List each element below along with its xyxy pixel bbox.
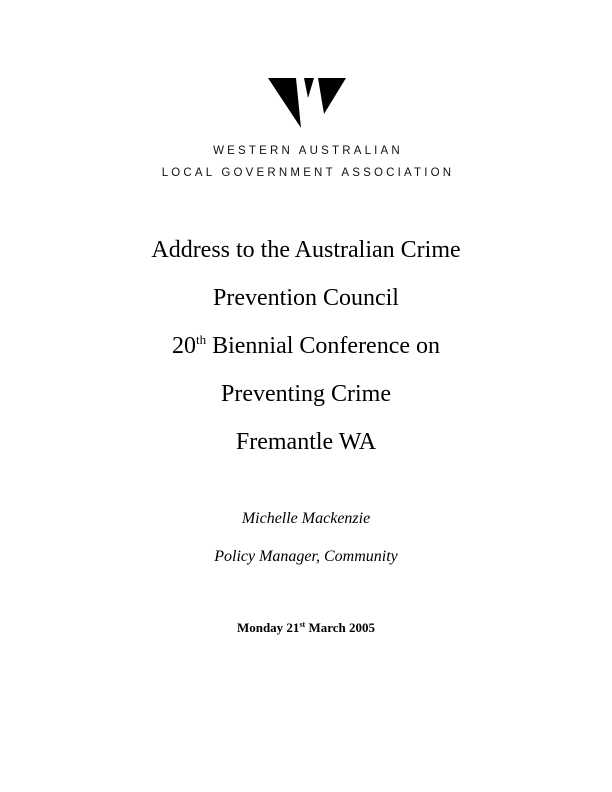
author-position: Policy Manager, Community bbox=[214, 548, 398, 565]
title-line-3 bbox=[0, 332, 612, 360]
date-ordinal: st bbox=[299, 620, 306, 629]
organisation-name-line-2: LOCAL GOVERNMENT ASSOCIATION bbox=[161, 167, 455, 179]
title-line-4: Preventing Crime bbox=[221, 381, 391, 407]
presentation-date bbox=[0, 620, 612, 636]
title-line-2: Prevention Council bbox=[213, 285, 399, 311]
title-line-5: Fremantle WA bbox=[235, 429, 377, 455]
author-name: Michelle Mackenzie bbox=[241, 510, 371, 527]
title-line-3-text: Biennial Conference on bbox=[206, 333, 441, 359]
walga-logo-icon bbox=[268, 76, 346, 128]
title-line-3-ordinal: th bbox=[195, 332, 207, 347]
date-month-year: March 2005 bbox=[305, 620, 376, 635]
title-line-3-number: 20 bbox=[171, 333, 196, 359]
title-line-1: Address to the Australian Crime bbox=[151, 237, 461, 263]
organisation-name-line-1: WESTERN AUSTRALIAN bbox=[213, 145, 403, 157]
date-day: Monday 21 bbox=[236, 620, 300, 635]
